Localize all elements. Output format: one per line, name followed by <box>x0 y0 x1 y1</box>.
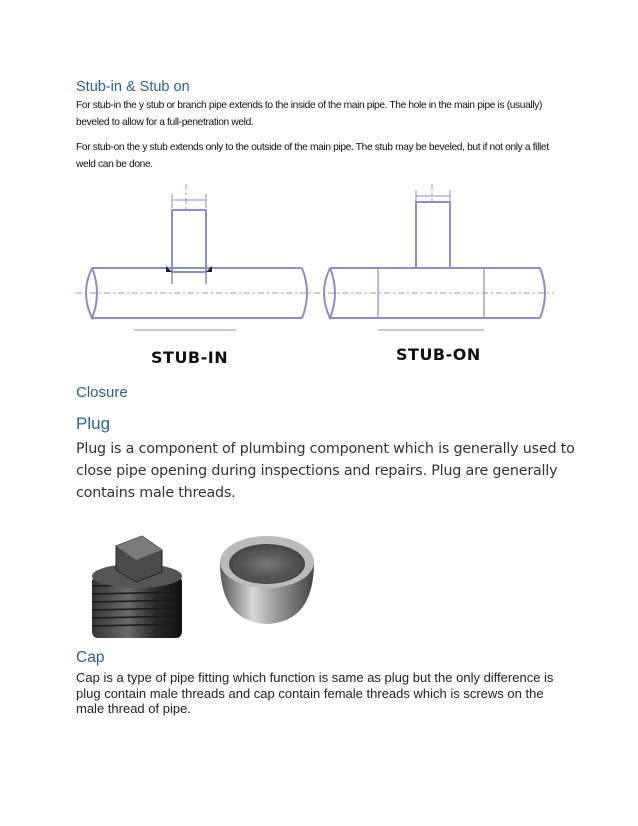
cap-image <box>214 532 320 628</box>
branch-pipe <box>172 210 206 272</box>
stub-in-label: STUB-IN <box>151 348 229 367</box>
plug-paragraph: Plug is a component of plumbing component which is generally used to close pipe opening during inspections and repairs. Plug are generally contains male threads. <box>76 441 575 501</box>
plug-image <box>84 528 194 640</box>
stub-on-label: STUB-ON <box>396 345 481 364</box>
stub-in-paragraph: For stub-in the y stub or branch pipe extends to the inside of the main pipe. The hole in the main pipe is (usually) beveled to allow for a full-penetration weld. <box>76 100 543 128</box>
cap-heading: Cap <box>76 649 105 666</box>
stub-on-paragraph: For stub-on the y stub extends only to the outside of the main pipe. The stub may be beveled, but if not only a fillet weld can be done. <box>76 142 549 170</box>
plug-heading: Plug <box>76 414 111 433</box>
stub-heading: Stub-in & Stub on <box>76 79 190 95</box>
stub-on-diagram <box>314 180 554 370</box>
branch-pipe <box>416 202 450 268</box>
stub-in-diagram <box>76 180 316 370</box>
closure-heading: Closure <box>76 384 128 401</box>
cap-paragraph: Cap is a type of pipe fitting which function is same as plug but the only difference is plug contain male threads and cap contain female threads which is screws on the male thread of pipe. <box>76 670 554 716</box>
